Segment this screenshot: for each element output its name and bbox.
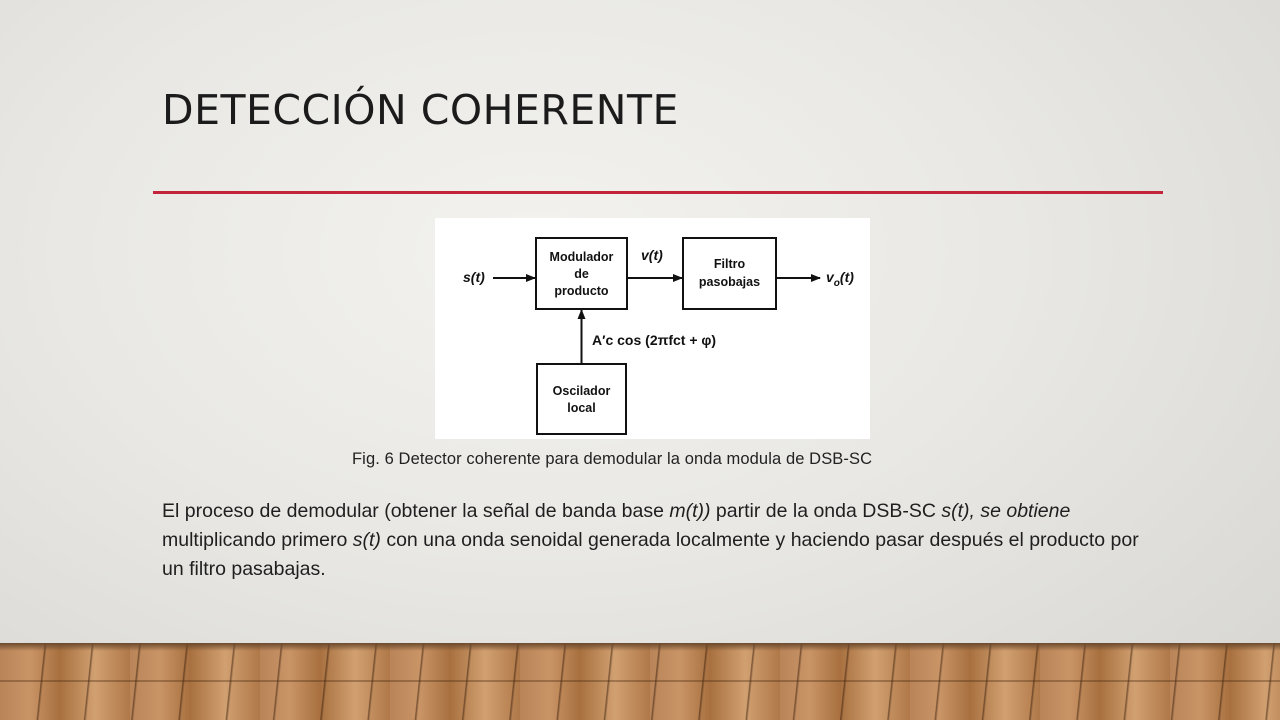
body-mt: m(t)) xyxy=(669,500,711,522)
floor-shadow xyxy=(0,643,1280,651)
input-label: s(t) xyxy=(463,269,485,285)
mixer-label-2: de xyxy=(574,267,589,281)
mixer-label-1: Modulador xyxy=(549,250,614,264)
title-divider xyxy=(153,191,1163,194)
oscillator-label-1: Oscilador xyxy=(552,384,611,398)
body-paragraph xyxy=(162,497,1147,584)
filter-label-2: pasobajas xyxy=(698,275,761,289)
oscillator-label-2: local xyxy=(567,401,596,415)
body-text-4: con una onda senoidal generada localmente y haciendo pasar después el producto por un filtro pasabajas. xyxy=(162,529,1139,580)
floor-seam xyxy=(0,680,1280,682)
body-st-1: s(t), se obtiene xyxy=(941,500,1071,522)
lowpass-filter-block xyxy=(683,238,776,309)
oscillator-signal-label: A′c cos (2πfct + φ) xyxy=(592,332,717,348)
slide-title: DETECCIÓN COHERENTE xyxy=(162,86,679,134)
body-text-1: El proceso de demodular (obtener la señal de banda base xyxy=(162,500,670,522)
mid-label: v(t) xyxy=(641,247,663,263)
block-diagram xyxy=(435,218,870,439)
block-diagram-figure xyxy=(435,218,870,439)
local-oscillator-block xyxy=(537,364,626,434)
filter-label-1: Filtro xyxy=(713,257,746,271)
mixer-label-3: producto xyxy=(554,284,609,298)
output-label: $v_o(t)$ xyxy=(826,269,854,289)
figure-caption: Fig. 6 Detector coherente para demodular la onda modula de DSB-SC xyxy=(352,450,873,468)
body-text-3: multiplicando primero xyxy=(162,529,353,551)
body-st-2: s(t) xyxy=(352,529,381,551)
body-text-2: partir de la onda DSB-SC xyxy=(710,500,942,522)
